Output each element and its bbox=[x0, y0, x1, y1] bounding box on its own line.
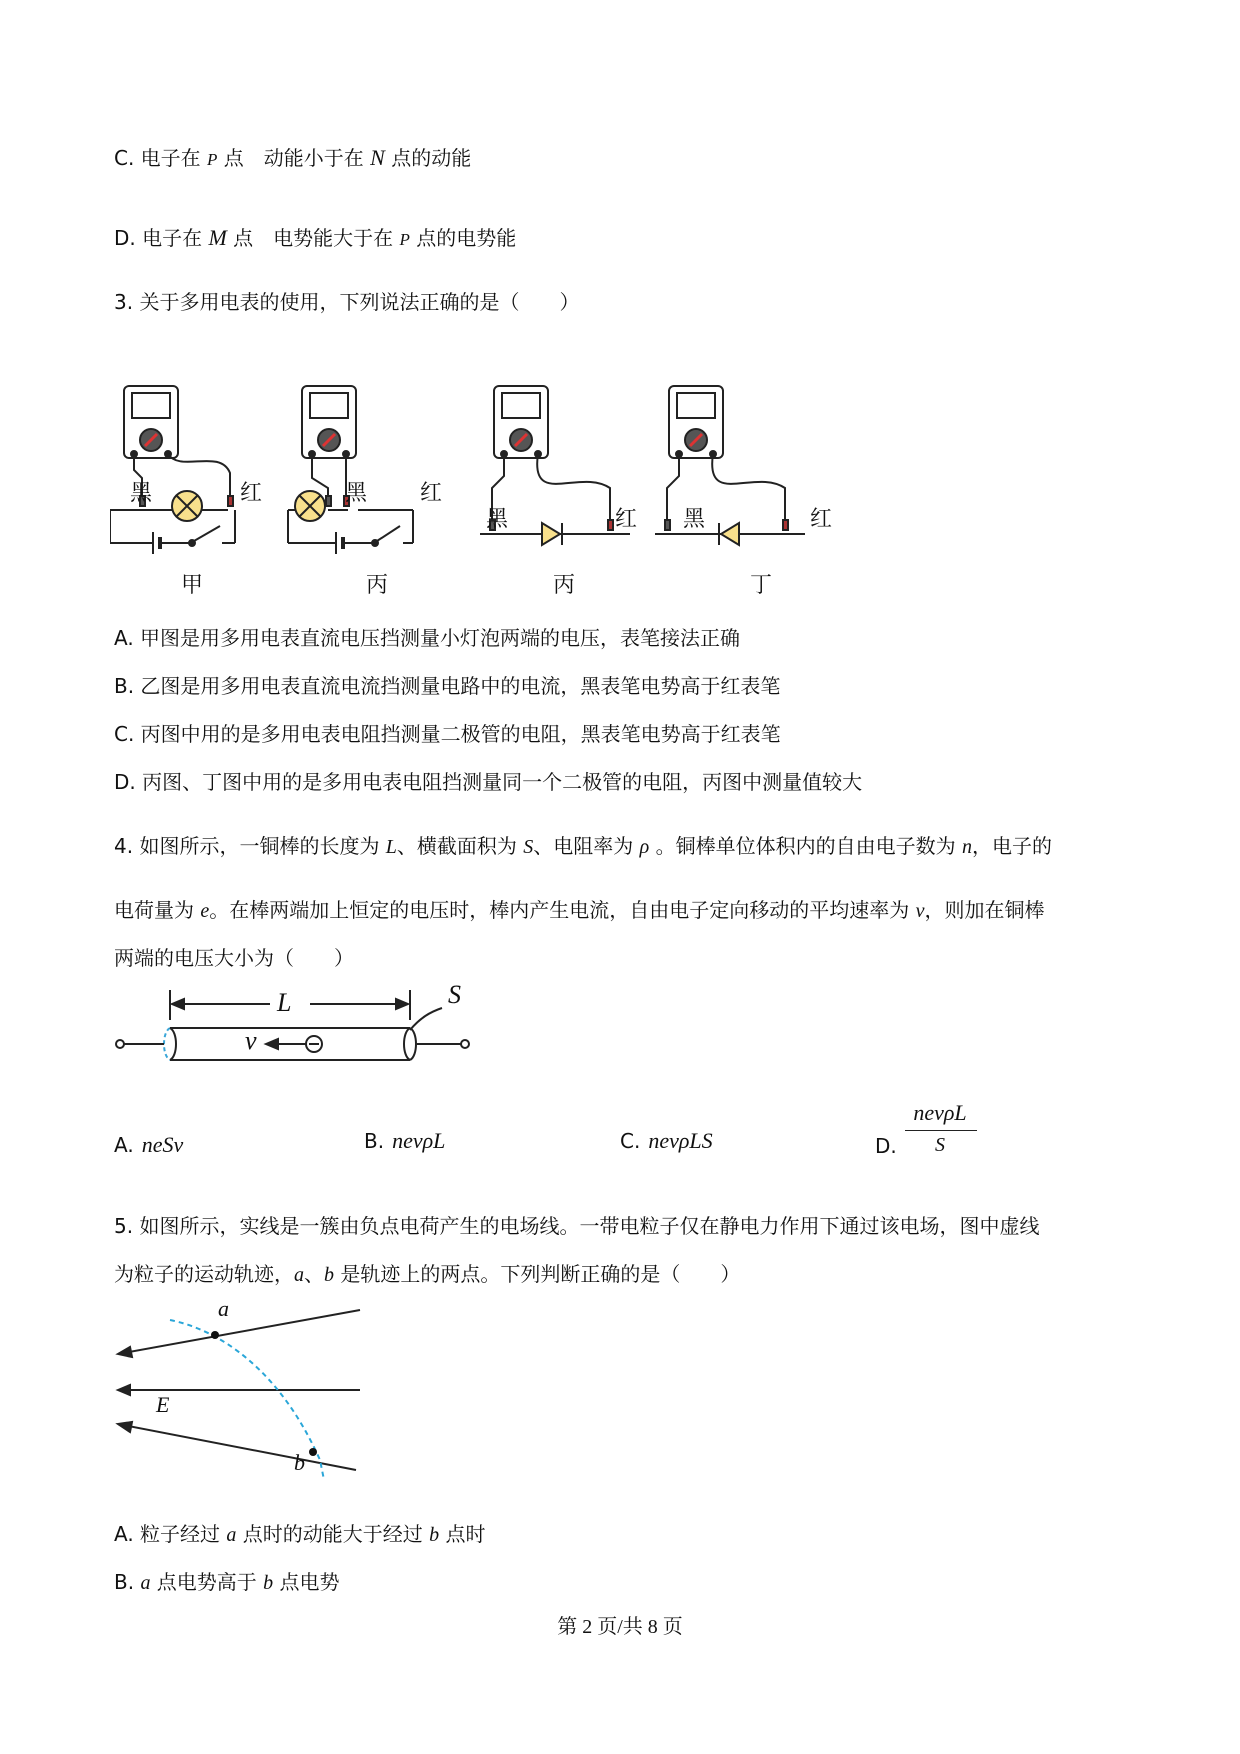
label-black-4: 黑 bbox=[683, 507, 706, 532]
q3-option-c: C. 丙图中用的是多用电表电阻挡测量二极管的电阻，黑表笔电势高于红表笔 bbox=[114, 722, 781, 746]
meter-jia bbox=[110, 386, 235, 554]
q5-stem-line1: 5. 如图所示，实线是一簇由负点电荷产生的电场线。一带电粒子仅在静电力作用下通过该电场，图中虚线 bbox=[114, 1214, 1040, 1238]
rod-area-label: S bbox=[448, 980, 461, 1009]
label-black-3: 黑 bbox=[486, 507, 509, 532]
fraction-bar bbox=[905, 1130, 977, 1131]
meter-yi bbox=[288, 386, 413, 554]
label-red-3: 红 bbox=[615, 507, 638, 532]
field-e-label: E bbox=[156, 1392, 170, 1417]
caption-2: 丙 bbox=[366, 573, 389, 598]
q4-option-b: B. nevρL bbox=[364, 1128, 446, 1153]
q5-option-b: B. a 点电势高于 b 点电势 bbox=[114, 1570, 340, 1594]
q4-option-d-numerator: nevρL bbox=[913, 1100, 967, 1125]
q2-option-c: C. 电子在 P 点 动能小于在 N 点的动能 bbox=[114, 145, 472, 170]
q3-option-b: B. 乙图是用多用电表直流电流挡测量电路中的电流，黑表笔电势高于红表笔 bbox=[114, 674, 781, 698]
meter-ding bbox=[655, 386, 805, 545]
q3-option-d: D. 丙图、丁图中用的是多用电表电阻挡测量同一个二极管的电阻，丙图中测量值较大 bbox=[114, 770, 863, 794]
q5-option-a: A. 粒子经过 a 点时的动能大于经过 b 点时 bbox=[114, 1522, 486, 1546]
caption-4: 丁 bbox=[750, 573, 773, 598]
copper-rod-figure bbox=[110, 990, 490, 1080]
rod-length-label: L bbox=[277, 988, 292, 1017]
point-a-label: a bbox=[218, 1296, 229, 1321]
caption-3: 丙 bbox=[553, 573, 576, 598]
q4-stem-line3: 两端的电压大小为（ ） bbox=[114, 946, 354, 970]
label-red-2: 红 bbox=[420, 481, 443, 506]
label-black-1: 黑 bbox=[130, 481, 153, 506]
field-lines-figure bbox=[110, 1300, 370, 1490]
q4-stem-line1: 4. 如图所示，一铜棒的长度为 L、横截面积为 S、电阻率为 ρ 。铜棒单位体积内的自由电子数为 n，电子的 bbox=[114, 834, 1052, 858]
caption-1: 甲 bbox=[181, 573, 204, 598]
label-red-1: 红 bbox=[240, 481, 263, 506]
q4-option-a: A. neSv bbox=[114, 1132, 184, 1157]
q5-stem-line2: 为粒子的运动轨迹，a、b 是轨迹上的两点。下列判断正确的是（ ） bbox=[114, 1262, 741, 1286]
q3-stem: 3. 关于多用电表的使用，下列说法正确的是（ ） bbox=[114, 290, 580, 314]
q4-option-c: C. nevρLS bbox=[620, 1128, 713, 1153]
multimeter-figure bbox=[110, 378, 860, 610]
q4-stem-line2: 电荷量为 e。在棒两端加上恒定的电压时，棒内产生电流，自由电子定向移动的平均速率为 v，则加在铜棒 bbox=[114, 898, 1045, 922]
electron-velocity-label: v bbox=[245, 1026, 257, 1055]
page-footer: 第 2 页/共 8 页 bbox=[557, 1616, 683, 1638]
q2-option-d: D. 电子在 M 点 电势能大于在 P 点的电势能 bbox=[114, 225, 517, 250]
label-black-2: 黑 bbox=[345, 481, 368, 506]
point-b-label: b bbox=[294, 1450, 305, 1475]
q4-option-d-denominator: S bbox=[935, 1134, 945, 1156]
q3-option-a: A. 甲图是用多用电表直流电压挡测量小灯泡两端的电压，表笔接法正确 bbox=[114, 626, 741, 650]
label-red-4: 红 bbox=[810, 507, 833, 532]
q4-option-d: D. bbox=[875, 1134, 897, 1158]
